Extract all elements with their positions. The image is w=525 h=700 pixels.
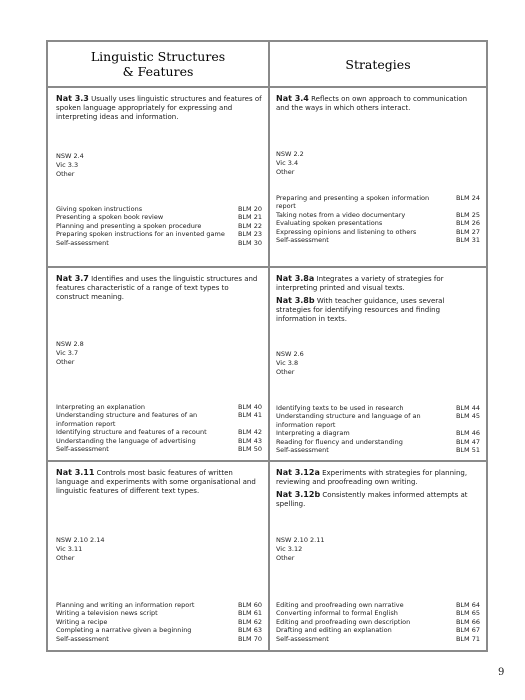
- blm-reference: BLM 63: [237, 626, 262, 635]
- outcome-statement: [276, 468, 480, 487]
- blm-reference: BLM 31: [455, 236, 480, 245]
- blm-reference: BLM 42: [237, 428, 262, 437]
- blm-reference: BLM 60: [237, 601, 262, 609]
- activity-item: [276, 446, 480, 454]
- outcome-code: Nat 3.12b: [276, 490, 321, 499]
- state-reference: Vic 3.3: [56, 161, 79, 169]
- blm-reference: BLM 24: [455, 194, 480, 202]
- page-number: 9: [498, 667, 505, 678]
- activity-label: Self-assessment: [56, 238, 109, 247]
- header-strategies: Strategies: [345, 56, 411, 72]
- activity-item: [276, 429, 480, 437]
- blm-reference: BLM 40: [237, 403, 262, 411]
- activity-label: Expressing opinions and listening to others: [276, 227, 417, 236]
- state-reference: Other: [276, 368, 295, 376]
- activity-item: [276, 626, 480, 634]
- state-reference: NSW 2.10 2.11: [276, 536, 325, 544]
- header-left-line2: & Features: [122, 64, 194, 79]
- blm-reference: BLM 45: [455, 412, 480, 421]
- state-references-left: [56, 340, 84, 367]
- state-reference: NSW 2.2: [276, 150, 304, 158]
- outcome-statement: [276, 94, 480, 113]
- state-reference: Vic 3.4: [276, 159, 299, 167]
- activity-item: [56, 609, 262, 617]
- outcome-description-left: [56, 94, 262, 125]
- activity-item: [276, 404, 480, 412]
- activity-item: [276, 601, 480, 609]
- blm-reference: BLM 43: [237, 436, 262, 445]
- activity-item: [276, 618, 480, 626]
- activity-list-right: [276, 601, 480, 643]
- state-reference: Other: [56, 554, 75, 562]
- activity-item: [276, 228, 480, 236]
- activity-item: [276, 211, 480, 219]
- activity-item: [56, 222, 262, 230]
- state-reference: NSW 2.6: [276, 350, 304, 358]
- activity-list-left: [56, 205, 262, 247]
- activity-item: [276, 609, 480, 617]
- state-references-right: [276, 150, 304, 177]
- activity-list-left: [56, 403, 262, 453]
- state-reference: Other: [276, 554, 295, 562]
- outcome-statement: [56, 274, 262, 302]
- blm-reference: BLM 65: [455, 609, 480, 618]
- outcome-code: Nat 3.11: [56, 468, 95, 477]
- outcome-description-left: [56, 468, 262, 499]
- activity-label: Understanding structure and language of an information report: [276, 412, 421, 429]
- blm-reference: BLM 30: [237, 238, 262, 247]
- outcome-text: Experiments with strategies for planning, reviewing and proofreading own writing.: [276, 469, 468, 486]
- activity-label: Identifying structure and features of a recount: [56, 428, 207, 437]
- activity-item: [56, 437, 262, 445]
- activity-list-right: [276, 404, 480, 454]
- activity-label: Self-assessment: [56, 634, 109, 643]
- state-reference: Vic 3.12: [276, 545, 303, 553]
- activity-item: [56, 626, 262, 634]
- activity-item: [56, 635, 262, 643]
- activity-item: [56, 403, 262, 411]
- activity-label: Taking notes from a video documentary: [276, 210, 406, 219]
- state-reference: Vic 3.8: [276, 359, 299, 367]
- blm-reference: BLM 66: [455, 617, 480, 626]
- outcome-text: Consistently makes informed attempts at spelling.: [276, 491, 468, 508]
- activity-label: Editing and proofreading own description: [276, 617, 411, 626]
- activity-item: [56, 618, 262, 626]
- activity-label: Planning and writing an information report: [56, 601, 195, 609]
- outcome-text: Usually uses linguistic structures and features of spoken language appropriately for expressing and interpreting ideas and information.: [56, 95, 262, 121]
- outcome-code: Nat 3.4: [276, 94, 309, 103]
- state-references-left: [56, 536, 105, 563]
- activity-item: [56, 205, 262, 213]
- activity-label: Self-assessment: [276, 236, 329, 245]
- activity-label: Self-assessment: [276, 634, 329, 643]
- activity-item: [276, 194, 480, 211]
- blm-reference: BLM 26: [455, 219, 480, 228]
- outcome-statement: [56, 468, 262, 496]
- outcome-text: Reflects on own approach to communication and the ways in which others interact.: [276, 95, 468, 112]
- blm-reference: BLM 47: [455, 437, 480, 446]
- blm-reference: BLM 25: [455, 210, 480, 219]
- outcome-text: Integrates a variety of strategies for interpreting printed and visual texts.: [276, 275, 444, 292]
- activity-label: Self-assessment: [276, 446, 329, 455]
- blm-reference: BLM 61: [237, 609, 262, 618]
- blm-reference: BLM 64: [455, 601, 480, 609]
- activity-item: [56, 445, 262, 453]
- state-reference: NSW 2.8: [56, 340, 84, 348]
- blm-reference: BLM 27: [455, 227, 480, 236]
- blm-reference: BLM 67: [455, 626, 480, 635]
- outcome-text: With teacher guidance, uses several strategies for identifying resources and finding information in texts.: [276, 297, 445, 323]
- activity-label: Preparing spoken instructions for an invented game: [56, 230, 225, 239]
- blm-reference: BLM 46: [455, 429, 480, 438]
- outcome-description-left: [56, 274, 262, 305]
- blm-reference: BLM 51: [455, 446, 480, 455]
- table-header-row: [48, 42, 486, 88]
- blm-reference: BLM 41: [237, 411, 262, 420]
- activity-label: Planning and presenting a spoken procedure: [56, 221, 202, 230]
- state-reference: NSW 2.4: [56, 152, 84, 160]
- activity-label: Writing a television news script: [56, 609, 158, 618]
- outcome-statement: [276, 274, 480, 293]
- activity-label: Interpreting an explanation: [56, 403, 145, 411]
- blm-reference: BLM 62: [237, 617, 262, 626]
- activity-list-left: [56, 601, 262, 643]
- activity-label: Self-assessment: [56, 445, 109, 454]
- activity-label: Presenting a spoken book review: [56, 213, 164, 222]
- state-references-left: [56, 152, 84, 179]
- state-references-right: [276, 536, 325, 563]
- activity-item: [56, 411, 262, 428]
- activity-label: Preparing and presenting a spoken information report: [276, 194, 430, 211]
- activity-item: [276, 412, 480, 429]
- outcome-code: Nat 3.7: [56, 274, 89, 283]
- outcome-text: Identifies and uses the linguistic structures and features characteristic of a range of text types to construct meaning.: [56, 275, 258, 301]
- activity-label: Understanding the language of advertising: [56, 436, 196, 445]
- blm-reference: BLM 23: [237, 230, 262, 239]
- activity-label: Identifying texts to be used in research: [276, 404, 404, 412]
- header-linguistic-structures: [48, 42, 268, 86]
- activity-list-right: [276, 194, 480, 244]
- activity-label: Completing a narrative given a beginning: [56, 626, 192, 635]
- state-reference: Vic 3.11: [56, 545, 83, 553]
- activity-item: [56, 601, 262, 609]
- activity-item: [276, 236, 480, 244]
- outcome-description-right: [276, 468, 480, 512]
- blm-reference: BLM 20: [237, 205, 262, 213]
- activity-item: [56, 428, 262, 436]
- state-reference: Other: [56, 170, 75, 178]
- outcome-description-right: [276, 94, 480, 116]
- activity-item: [56, 230, 262, 238]
- activity-label: Evaluating spoken presentations: [276, 219, 383, 228]
- blm-reference: BLM 44: [455, 404, 480, 412]
- outcome-code: Nat 3.3: [56, 94, 89, 103]
- outcome-text: Controls most basic features of written language and experiments with some organisational and linguistic features of different text types.: [56, 469, 256, 495]
- activity-label: Converting informal to formal English: [276, 609, 398, 618]
- state-references-right: [276, 350, 304, 377]
- curriculum-table: [46, 40, 488, 652]
- blm-reference: BLM 21: [237, 213, 262, 222]
- state-reference: NSW 2.10 2.14: [56, 536, 105, 544]
- activity-label: Editing and proofreading own narrative: [276, 601, 404, 609]
- header-left-line1: Linguistic Structures: [90, 49, 226, 64]
- outcome-code: Nat 3.8b: [276, 296, 315, 305]
- activity-label: Giving spoken instructions: [56, 205, 143, 213]
- row-divider-2: [48, 460, 486, 462]
- blm-reference: BLM 50: [237, 445, 262, 454]
- activity-label: Understanding structure and features of an information report: [56, 411, 198, 428]
- outcome-code: Nat 3.12a: [276, 468, 320, 477]
- activity-item: [276, 438, 480, 446]
- outcome-code: Nat 3.8a: [276, 274, 315, 283]
- blm-reference: BLM 70: [237, 634, 262, 643]
- blm-reference: BLM 22: [237, 221, 262, 230]
- activity-label: Writing a recipe: [56, 617, 108, 626]
- column-divider: [268, 42, 270, 650]
- blm-reference: BLM 71: [455, 634, 480, 643]
- activity-label: Interpreting a diagram: [276, 429, 350, 438]
- outcome-statement: [276, 296, 480, 324]
- activity-item: [276, 219, 480, 227]
- outcome-description-right: [276, 274, 480, 327]
- activity-item: [56, 213, 262, 221]
- outcome-statement: [56, 94, 262, 122]
- activity-item: [276, 635, 480, 643]
- row-divider-1: [48, 266, 486, 268]
- activity-item: [56, 239, 262, 247]
- state-reference: Other: [56, 358, 75, 366]
- activity-label: Reading for fluency and understanding: [276, 437, 403, 446]
- state-reference: Other: [276, 168, 295, 176]
- activity-label: Drafting and editing an explanation: [276, 626, 392, 635]
- outcome-statement: [276, 490, 480, 509]
- state-reference: Vic 3.7: [56, 349, 79, 357]
